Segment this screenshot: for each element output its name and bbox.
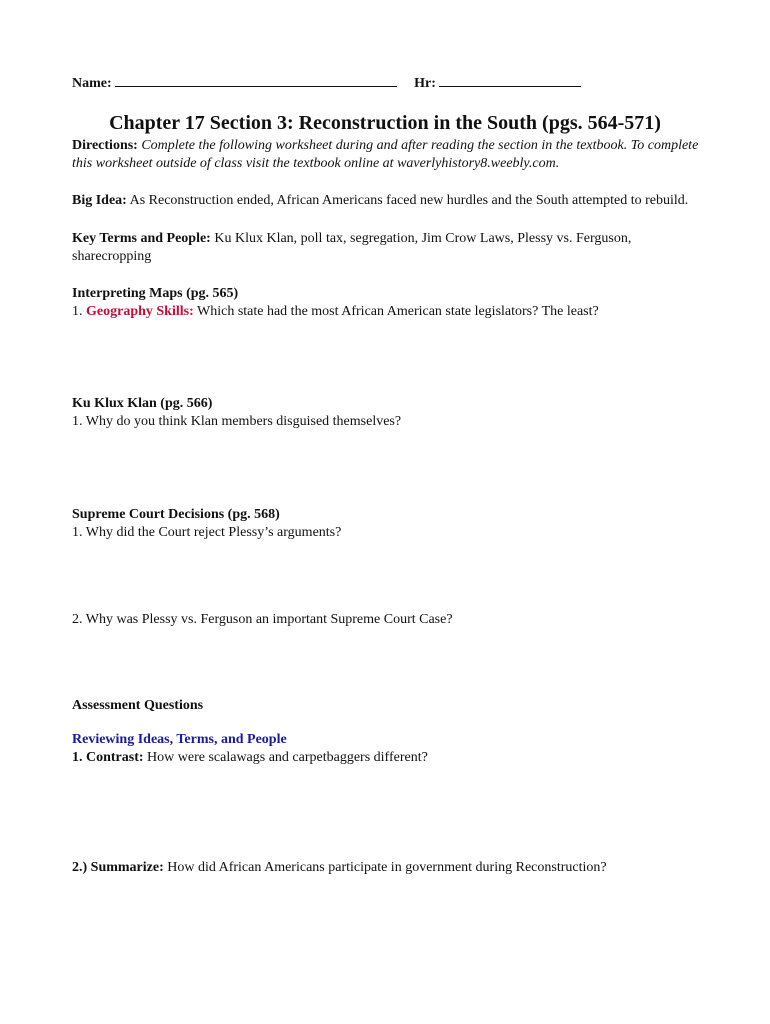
directions-text: Complete the following worksheet during and after reading the section in the textbook. To complete this worksheet outside of class visit the textbook online at waverlyhistory8.weebly.com. (72, 138, 699, 171)
directions-label: Directions: (72, 138, 138, 153)
name-hr-line (72, 74, 581, 92)
maps-heading: Interpreting Maps (pg. 565) (72, 286, 239, 301)
big-idea (72, 192, 702, 210)
big-idea-text: As Reconstruction ended, African Americans faced new hurdles and the South attempted to rebuild. (129, 193, 689, 208)
kkk-question-1: 1. Why do you think Klan members disguised themselves? (72, 414, 402, 429)
court-question-2: 2. Why was Plessy vs. Ferguson an important Supreme Court Case? (72, 612, 453, 627)
big-idea-label: Big Idea: (72, 193, 127, 208)
name-label: Name: (72, 76, 112, 91)
geography-skills-label: Geography Skills: (86, 304, 194, 319)
maps-q1-text: Which state had the most African American state legislators? The least? (197, 304, 599, 319)
key-terms-label: Key Terms and People: (72, 231, 211, 246)
assessment-question-1 (72, 749, 702, 767)
court-heading: Supreme Court Decisions (pg. 568) (72, 507, 280, 522)
contrast-label: 1. Contrast: (72, 750, 144, 765)
key-terms (72, 230, 702, 266)
summarize-label: 2.) Summarize: (72, 860, 164, 875)
assessment-heading: Assessment Questions (72, 698, 204, 713)
kkk-heading: Ku Klux Klan (pg. 566) (72, 396, 213, 411)
hr-label: Hr: (414, 76, 436, 91)
directions (72, 137, 702, 173)
assessment-question-2 (72, 859, 702, 877)
maps-q1-number: 1. (72, 304, 83, 319)
maps-question-1 (72, 303, 702, 321)
page-title: Chapter 17 Section 3: Reconstruction in the South (pgs. 564-571) (109, 112, 661, 134)
court-question-1: 1. Why did the Court reject Plessy’s arguments? (72, 525, 342, 540)
contrast-text: How were scalawags and carpetbaggers different? (147, 750, 428, 765)
hr-blank[interactable] (439, 74, 581, 87)
name-blank[interactable] (115, 74, 397, 87)
reviewing-heading: Reviewing Ideas, Terms, and People (72, 732, 287, 747)
summarize-text: How did African Americans participate in government during Reconstruction? (167, 860, 607, 875)
key-terms-text: Ku Klux Klan, poll tax, segregation, Jim Crow Laws, Plessy vs. Ferguson, sharecropping (72, 231, 632, 264)
